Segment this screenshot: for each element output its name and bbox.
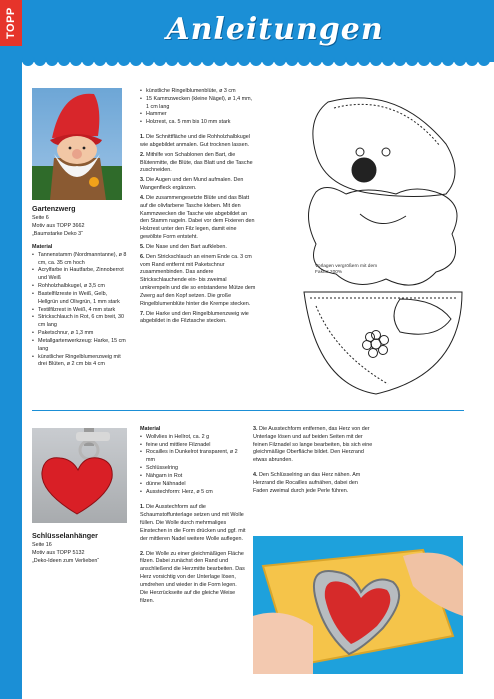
scallop-bump [70, 56, 82, 66]
list-item: • Paketschnur, ø 1,3 mm [32, 330, 127, 338]
gnome-template-drawing [296, 94, 466, 400]
list-item: • Holzrest, ca. 5 mm bis 10 mm stark [140, 119, 256, 127]
scallop-bump [130, 56, 142, 66]
gnome-material-label: Material [32, 243, 53, 250]
scallop-bump [94, 56, 106, 66]
scallop-bump [22, 56, 34, 66]
keyring-material-list [140, 434, 246, 497]
gnome-title: Gartenzwerg [32, 204, 76, 213]
keyring-step: 3. Die Ausstechform entfernen, das Herz von der Unterlage lösen und auf beiden Seiten mit der feinen Filznadel so lange bearbeiten, bis sich eine gleichmäßige Oberfläche bildet. Den Herzrand etwas abrunden. [253, 426, 373, 464]
scallop-bump [322, 56, 334, 66]
keyring-step: 4. Den Schlüsselring an das Herz nähen. Am Herzrand die Rocailles aufnähen, dabei den Faden zweimal durch jede Perle führen. [253, 472, 361, 494]
gnome-step: 2. Mithilfe von Schablonen den Bart, die Blütenmitte, die Blüte, das Blatt und die Tasche zuschneiden. [140, 151, 253, 174]
scallop-bump [406, 56, 418, 66]
scallop-bump [106, 56, 118, 66]
scallop-bump [190, 56, 202, 66]
list-item: • Hammer [140, 111, 256, 119]
gnome-step: 1. Die Schnittfläche und die Rohholzhalbkugel wie abgebildet anmalen. Gut trocknen lassen. [140, 134, 250, 148]
scallop-bump [154, 56, 166, 66]
scallop-bump [274, 56, 286, 66]
gnome-material-list-left [32, 252, 127, 369]
scallop-bump [358, 56, 370, 66]
list-item: • künstlicher Ringelblumenzweig mit drei Blüten, ø 2 cm bis 4 cm [32, 354, 127, 370]
gnome-step: 3. Die Augen und den Mund aufmalen. Den Wangenfleck ergänzen. [140, 177, 244, 192]
scallop-bump [82, 56, 94, 66]
scallop-bump [178, 56, 190, 66]
gnome-page: Seite 6 [32, 215, 49, 222]
scallop-bump [370, 56, 382, 66]
list-item: • künstliche Ringelblumenblüte, ø 3 cm [140, 88, 256, 96]
scallop-bump [166, 56, 178, 66]
scallop-bump [58, 56, 70, 66]
scallop-bump [346, 56, 358, 66]
scallop-bump [238, 56, 250, 66]
scallop-bump [382, 56, 394, 66]
gnome-instructions [140, 88, 256, 328]
scallop-bump [202, 56, 214, 66]
scallop-bump [226, 56, 238, 66]
template-note: Vorlagen vergrößern mit dem Faktor 200% [315, 264, 378, 276]
scallop-bump [118, 56, 130, 66]
sidebar-stripe [0, 0, 22, 699]
scallop-bump [454, 56, 466, 66]
brand-logo: TOPP [0, 0, 22, 46]
scallop-bump [142, 56, 154, 66]
gnome-photo [32, 88, 122, 200]
keyring-page: Seite 16 [32, 542, 52, 549]
keyring-instructions-right [253, 426, 373, 498]
gnome-material-list-right [140, 88, 256, 127]
scallop-bump [46, 56, 58, 66]
gnome-source: Motiv aus TOPP 3662 [32, 223, 85, 230]
scallop-bump [418, 56, 430, 66]
gnome-step: 7. Die Harke und den Ringelblumenzweig wie abgebildet in die Filztasche stecken. [140, 310, 249, 325]
list-item: • 15 Kammzwecken (kleine Nägel), ø 1,4 mm, 1 cm lang [140, 96, 256, 112]
list-item: • Schlüsselring [140, 465, 246, 473]
scallop-bump [250, 56, 262, 66]
scallop-bump [442, 56, 454, 66]
keyring-step: 1. Die Ausstechform auf die Schaumstoffunterlage setzen und mit Wolle füllen. Die Wolle durch mehrmaliges Einstechen in die Form drücken und ggf. mit der mittleren Nadel weitere Wolle auflegen. [140, 504, 246, 542]
list-item: • Nähgarn in Rot [140, 473, 246, 481]
list-item: • Wollvlies in Hellrot, ca. 2 g [140, 434, 246, 442]
header-scallop [22, 56, 494, 68]
keyring-source: Motiv aus TOPP 5132 [32, 550, 85, 557]
scallop-bump [310, 56, 322, 66]
list-item: • Rohholzhalbkugel, ø 3,5 cm [32, 283, 127, 291]
keyring-source-title: „Deko-Ideen zum Verlieben“ [32, 558, 100, 565]
keyring-material-label: Material [140, 426, 161, 432]
list-item: • Rocailles in Dunkelrot transparent, ø 2 mm [140, 449, 246, 465]
scallop-bump [262, 56, 274, 66]
gnome-info [32, 204, 127, 369]
list-item: • feine und mittlere Filznadel [140, 442, 246, 450]
list-item: • Bastelfilzreste in Weiß, Gelb, Hellgrün und Olivgrün, 1 mm stark [32, 291, 127, 307]
keyring-instructions [140, 426, 246, 607]
scallop-bump [394, 56, 406, 66]
scallop-bump [34, 56, 46, 66]
list-item: • dünne Nähnadel [140, 481, 246, 489]
gnome-step: 6. Den Strickschlauch an einem Ende ca. 3 cm vom Rand entfernt mit Paketschnur zusammenbinden. Das andere Strickschlauchende ein- bis zweimal umkrempeln und die so entstandene Mütze dem Zwerg auf den Kopf setzen. Die große Ringelblumenblüte hinter die Krempe stecken. [140, 253, 256, 307]
gnome-source-title: „Baumstarke Deko 3“ [32, 231, 83, 238]
list-item: • Ausstechform: Herz, ø 5 cm [140, 489, 246, 497]
felting-photo [253, 536, 463, 674]
heart-photo [32, 428, 127, 523]
list-item: • Acrylfarbe in Hautfarbe, Zinnoberrot und Weiß [32, 267, 127, 283]
scallop-bump [298, 56, 310, 66]
scallop-bump [214, 56, 226, 66]
gnome-step: 4. Die zusammengesetzte Blüte und das Blatt auf die olivfarbene Tasche kleben. Mit den Kammzwecken die Tasche wie abgebildet an den Stamm nageln. Dabei vor dem Fixieren den Holzrest unter den Filz legen, damit eine gewölbte Form entsteht. [140, 194, 255, 241]
list-item: • Tannenstamm (Nordmanntanne), ø 8 cm, ca. 35 cm hoch [32, 252, 127, 268]
scallop-bump [334, 56, 346, 66]
list-item: • Metallgartenwerkzeug: Harke, 15 cm lang [32, 338, 127, 354]
scallop-bump [478, 56, 490, 66]
keyring-step: 2. Die Wolle zu einer gleichmäßigen Fläche filzen. Dabei zunächst den Rand und anschließend die Herzmitte bearbeiten. Das Herz vorsichtig von der Unterlage lösen, umdrehen und wieder in die Form legen. Die Herzrückseite auf die gleiche Weise filzen. [140, 550, 245, 604]
scallop-bump [286, 56, 298, 66]
section-divider [32, 410, 464, 411]
page-title: Anleitungen [166, 11, 384, 47]
scallop-bump [430, 56, 442, 66]
scallop-bump [466, 56, 478, 66]
list-item: • Strickschlauch in Rot, 6 cm breit, 30 cm lang [32, 314, 127, 330]
list-item: • Textilfilzrest in Weiß, 4 mm stark [32, 307, 127, 315]
keyring-title: Schlüsselanhänger [32, 531, 98, 540]
keyring-info [32, 531, 127, 566]
gnome-step: 5. Die Nase und den Bart aufkleben. [140, 243, 227, 250]
